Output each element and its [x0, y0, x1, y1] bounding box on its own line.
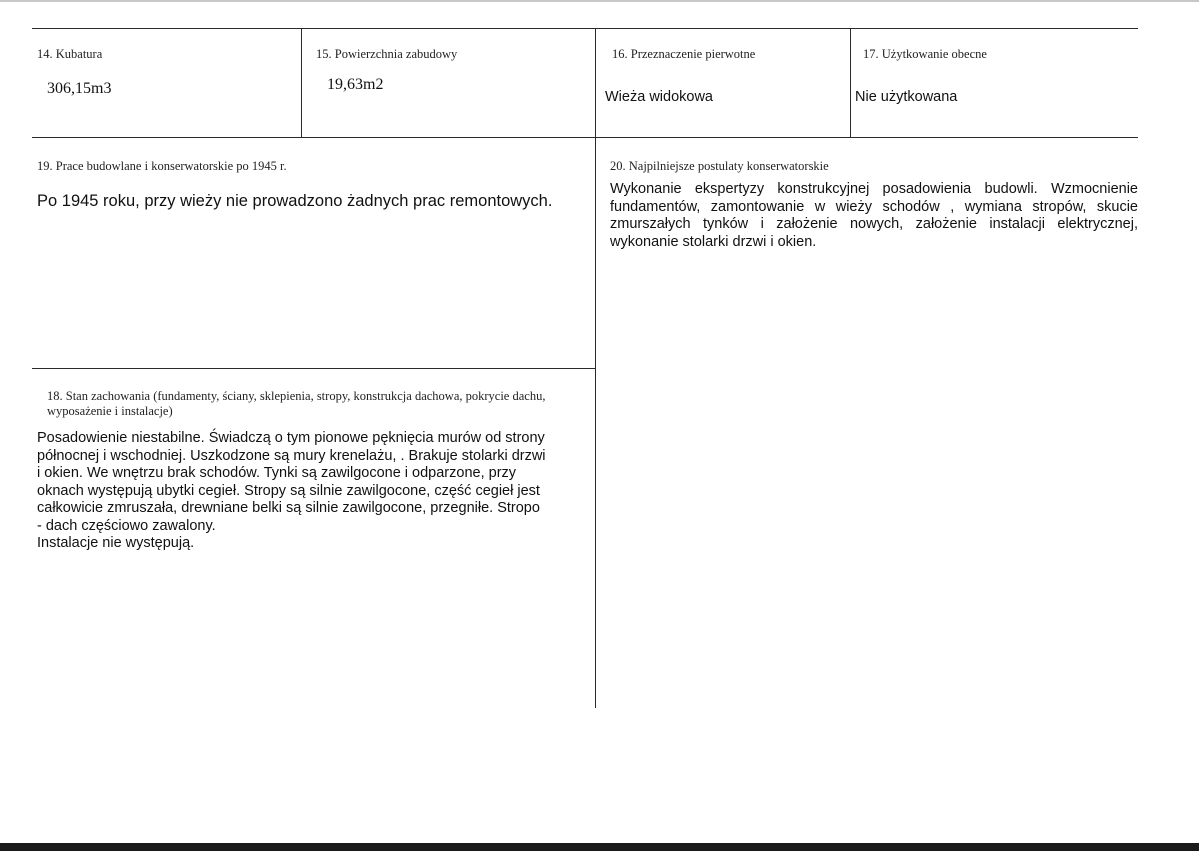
kubatura-value: 306,15m3: [47, 80, 112, 97]
grid-line-top: [32, 28, 1138, 29]
stan-zachowania-text: [37, 430, 587, 553]
prace-budowlane-value: Po 1945 roku, przy wieży nie prowadzono żadnych prac remontowych.: [37, 192, 553, 210]
stan-zachowania-line: Instalacje nie występują.: [37, 535, 195, 551]
scan-edge-top: [0, 0, 1199, 2]
postulaty-label: 20. Najpilniejsze postulaty konserwatorskie: [610, 159, 829, 173]
stan-zachowania-line: oknach występują ubytki cegieł. Stropy są silnie zawilgocone, część cegieł jest: [37, 482, 540, 499]
przeznaczenie-value: Wieża widokowa: [605, 89, 713, 105]
stan-zachowania-line: północnej i wschodniej. Uszkodzone są mury krenelażu, . Brakuje stolarki drzwi: [37, 447, 546, 464]
stan-zachowania-line: - dach częściowo zawalony.: [37, 517, 216, 534]
stan-zachowania-line: i okien. We wnętrzu brak schodów. Tynki są zawilgocone i odparzone, przy: [37, 465, 517, 481]
grid-line-col1: [301, 28, 302, 137]
grid-line-center: [595, 28, 596, 708]
grid-line-left-divider: [32, 368, 595, 369]
stan-zachowania-line: całkowicie zmruszała, drewniane belki są silnie zawilgocone, przegniłe. Stropo: [37, 500, 540, 516]
stan-zachowania-line: Posadowienie niestabilne. Świadczą o tym pionowe pęknięcia murów od strony: [37, 430, 545, 446]
scan-edge-bottom: [0, 843, 1199, 851]
uzytkowanie-label: 17. Użytkowanie obecne: [863, 47, 987, 61]
postulaty-value: Wykonanie ekspertyzy konstrukcyjnej posadowienia budowli. Wzmocnienie fundamentów, zamontowanie w wieży schodów , wymiana stropów, skucie zmurszałych tynków i założenie nowych, założenie instalacji elektrycznej, wykonanie stolarki drzwi i okien.: [610, 181, 1138, 250]
powierzchnia-label: 15. Powierzchnia zabudowy: [316, 47, 458, 61]
prace-budowlane-label: 19. Prace budowlane i konserwatorskie po 1945 r.: [37, 159, 287, 173]
grid-line-row1-bottom: [32, 137, 1138, 138]
kubatura-label: 14. Kubatura: [37, 47, 103, 61]
przeznaczenie-label: 16. Przeznaczenie pierwotne: [612, 47, 756, 61]
grid-line-col3: [850, 28, 851, 137]
powierzchnia-value: 19,63m2: [327, 76, 384, 93]
uzytkowanie-value: Nie użytkowana: [855, 89, 958, 105]
stan-zachowania-label: 18. Stan zachowania (fundamenty, ściany, sklepienia, stropy, konstrukcja dachowa, pokrycie dachu, wyposażenie i instalacje): [47, 389, 546, 418]
